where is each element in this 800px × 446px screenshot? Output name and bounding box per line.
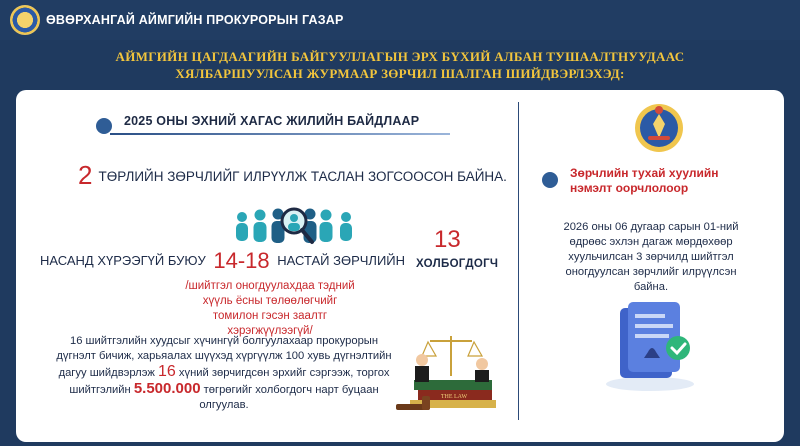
- stat-age-range: 14-18: [213, 248, 270, 273]
- stat-juvenile-note: [170, 279, 370, 339]
- mongolia-state-emblem-icon: [634, 102, 684, 154]
- bullet-dot: [542, 172, 558, 188]
- note-line-2: томилон гэсэн заалтг хэрэгжүүлээгүй/: [212, 310, 328, 337]
- section-title: 2025 ОНЫ ЭХНИЙ ХАГАС ЖИЛИЙН БАЙДЛААР: [124, 114, 420, 128]
- stat-violation-types: [78, 160, 507, 191]
- state-emblem-small-icon: [10, 5, 40, 35]
- stat-persons-number: 13: [434, 226, 461, 253]
- section-underline: [110, 133, 450, 135]
- stat-number: 2: [78, 160, 93, 190]
- stat-juvenile-after: НАСТАЙ ЗӨРЧЛИЙН: [277, 253, 406, 268]
- amendment-title-line-2: нэмэлт оорчлолоор: [570, 181, 689, 195]
- para-amount: 5.500.000: [133, 380, 201, 397]
- justice-scales-books-icon: [392, 330, 510, 412]
- stat-juvenile: [40, 248, 405, 274]
- stat-text: ТӨРЛИЙН ЗӨРЧЛИЙГ ИЛРҮҮЛЖ ТАСЛАН ЗОГСООСОН БАЙНА.: [98, 169, 507, 184]
- bullet-dot: [96, 118, 112, 134]
- organization-name: ӨВӨРХАНГАЙ АЙМГИЙН ПРОКУРОРЫН ГАЗАР: [46, 13, 344, 27]
- amendment-title: [570, 166, 730, 196]
- approved-document-icon: [600, 300, 700, 392]
- amendment-paragraph: 2026 оны 06 дугаар сарын 01-ний өдрөөс эхлэн дагаж мөрдөхөөр хуульчилсан 3 зөрчилд шийтгэл оногдуулсан зөрчлийг илрүүлсэн байна.: [563, 221, 739, 293]
- summary-paragraph: [54, 334, 394, 413]
- people-search-icon: [230, 205, 360, 245]
- note-line-1: /шийтгэл оногдуулахдаа тэдний хүүль ёсны төлөөлөгчийг: [185, 280, 355, 307]
- stat-persons-label: ХОЛБОГДОГЧ: [416, 258, 499, 270]
- para-part-3: төгрөгийг холбогдогч нарт буцаан олгуулав.: [199, 384, 379, 411]
- headline-line-1: АЙМГИЙН ЦАГДААГИЙН БАЙГУУЛЛАГЫН ЭРХ БҮХИЙ АЛБАН ТУШААЛТНУУДААС: [115, 49, 685, 64]
- amendment-title-line-1: Зөрчлийн тухай хуулийн: [570, 166, 719, 180]
- para-number: 16: [158, 363, 176, 380]
- para-part-2: хүний зөрчигдсөн эрхийг сэргээж, торгох шийтгэлийн: [69, 367, 390, 396]
- stat-juvenile-before: НАСАНД ХҮРЭЭГҮЙ БУЮУ: [40, 253, 206, 268]
- book-label: THE LAW: [440, 394, 468, 400]
- headline-line-2: ХЯЛБАРШУУЛСАН ЖУРМААР ЗӨРЧИЛ ШАЛГАН ШИЙДВЭРЛЭХЭД:: [175, 66, 625, 81]
- vertical-divider: [518, 102, 519, 420]
- para-part-1: 16 шийтгэлийн хуудсыг хүчингүй болгуулахаар прокурорын дүгнэлт бичиж, харьяалах шүүхэд хүргүүлж 100 хувь дүгнэлтийн дагуу шийдвэрлэж: [56, 335, 392, 379]
- headline: [60, 48, 740, 82]
